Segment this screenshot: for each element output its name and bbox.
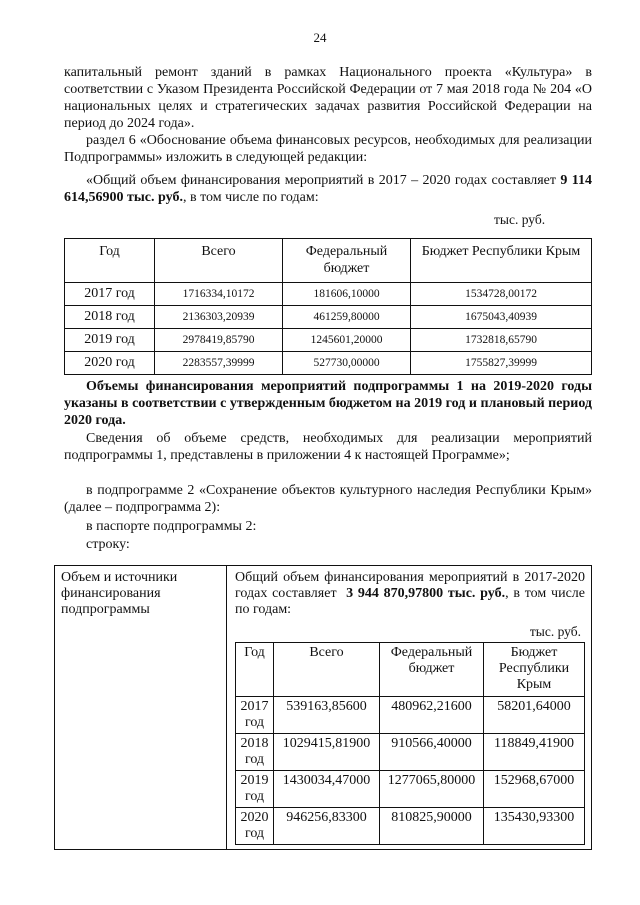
cell-regional: 1534728,00172 bbox=[411, 283, 592, 306]
cell-regional: 1755827,39999 bbox=[411, 352, 592, 375]
cell-total: 539163,85600 bbox=[274, 697, 380, 734]
cell-federal: 1245601,20000 bbox=[283, 329, 411, 352]
passport-funding-amount: 3 944 870,97800 тыс. руб. bbox=[346, 586, 506, 601]
cell-regional: 1675043,40939 bbox=[411, 306, 592, 329]
cell-year: 2018 год bbox=[236, 734, 274, 771]
table-row bbox=[65, 306, 592, 329]
passport-unit-label: тыс. руб. bbox=[529, 624, 581, 639]
col-regional: Бюджет Республики Крым bbox=[484, 643, 585, 697]
col-regional: Бюджет Республики Крым bbox=[411, 239, 592, 283]
total-funding-amount: 9 114 614,56900 тыс. руб. bbox=[64, 173, 593, 205]
paragraph-capital-repair: капитальный ремонт зданий в рамках Национального проекта «Культура» в соответствии с Указом Президента Российской Федерации от 7 мая 2018 года № 204 «О национальных целях и стратегических задачах развития Российской Федерации на период до 2024 года». bbox=[64, 65, 592, 131]
table-header-row bbox=[65, 239, 592, 283]
table-row bbox=[65, 352, 592, 375]
table-header-row bbox=[236, 643, 585, 697]
cell-total: 2978419,85790 bbox=[155, 329, 283, 352]
passport-funding-lead: Общий объем финансирования мероприятий в 2017-2020 годах составляет bbox=[235, 570, 585, 601]
paragraph-total-funding bbox=[64, 172, 592, 206]
total-funding-tail: , в том числе по годам: bbox=[182, 190, 319, 205]
table-row bbox=[236, 734, 585, 771]
cell-year: 2017 год bbox=[236, 697, 274, 734]
col-total: Всего bbox=[274, 643, 380, 697]
table-row bbox=[65, 329, 592, 352]
col-year: Год bbox=[65, 239, 155, 283]
funding-table bbox=[64, 238, 592, 375]
unit-label: тыс. руб. bbox=[494, 212, 546, 227]
cell-federal: 480962,21600 bbox=[380, 697, 484, 734]
col-total: Всего bbox=[155, 239, 283, 283]
cell-federal: 1277065,80000 bbox=[380, 771, 484, 808]
cell-total: 1716334,10172 bbox=[155, 283, 283, 306]
page-number: 24 bbox=[313, 30, 327, 45]
cell-year: 2020 год bbox=[65, 352, 155, 375]
cell-total: 1029415,81900 bbox=[274, 734, 380, 771]
paragraph-passport: в паспорте подпрограммы 2: bbox=[86, 519, 257, 534]
col-year: Год bbox=[236, 643, 274, 697]
col-federal: Федеральный бюджет bbox=[380, 643, 484, 697]
paragraph-row-label: строку: bbox=[86, 537, 130, 552]
col-federal: Федеральный бюджет bbox=[283, 239, 411, 283]
passport-row-content bbox=[227, 566, 592, 850]
cell-year: 2019 год bbox=[236, 771, 274, 808]
passport-funding-table bbox=[235, 642, 585, 845]
cell-federal: 910566,40000 bbox=[380, 734, 484, 771]
cell-year: 2017 год bbox=[65, 283, 155, 306]
paragraph-subprogram-2: в подпрограмме 2 «Сохранение объектов культурного наследия Республики Крым» (далее – подпрограмма 2): bbox=[64, 483, 592, 515]
table-row bbox=[236, 771, 585, 808]
cell-year: 2020 год bbox=[236, 808, 274, 845]
cell-federal: 527730,00000 bbox=[283, 352, 411, 375]
cell-regional: 1732818,65790 bbox=[411, 329, 592, 352]
cell-year: 2018 год bbox=[65, 306, 155, 329]
passport-table bbox=[54, 565, 592, 850]
paragraph-section-6: раздел 6 «Обоснование объема финансовых ресурсов, необходимых для реализации Подпрограммы» изложить в следующей редакции: bbox=[64, 133, 592, 165]
total-funding-text: «Общий объем финансирования мероприятий в 2017 – 2020 годах составляет bbox=[86, 173, 557, 188]
cell-total: 946256,83300 bbox=[274, 808, 380, 845]
cell-total: 2136303,20939 bbox=[155, 306, 283, 329]
paragraph-appendix-ref: Сведения об объеме средств, необходимых для реализации мероприятий подпрограммы 1, представлены в приложении 4 к настоящей Программе»; bbox=[64, 431, 592, 463]
passport-funding-text bbox=[235, 570, 585, 618]
cell-federal: 810825,90000 bbox=[380, 808, 484, 845]
cell-regional: 118849,41900 bbox=[484, 734, 585, 771]
paragraph-budget-note: Объемы финансирования мероприятий подпрограммы 1 на 2019-2020 годы указаны в соответствии с утвержденным бюджетом на 2019 год и плановый период 2020 года. bbox=[64, 379, 592, 428]
passport-funding-tail: , в том числе по годам: bbox=[235, 586, 585, 617]
table-row bbox=[236, 697, 585, 734]
cell-total: 2283557,39999 bbox=[155, 352, 283, 375]
passport-row-label: Объем и источники финансирования подпрограммы bbox=[55, 566, 227, 850]
table-row bbox=[65, 283, 592, 306]
cell-regional: 58201,64000 bbox=[484, 697, 585, 734]
passport-row bbox=[55, 566, 592, 850]
cell-regional: 152968,67000 bbox=[484, 771, 585, 808]
cell-total: 1430034,47000 bbox=[274, 771, 380, 808]
cell-year: 2019 год bbox=[65, 329, 155, 352]
cell-regional: 135430,93300 bbox=[484, 808, 585, 845]
cell-federal: 181606,10000 bbox=[283, 283, 411, 306]
table-row bbox=[236, 808, 585, 845]
cell-federal: 461259,80000 bbox=[283, 306, 411, 329]
